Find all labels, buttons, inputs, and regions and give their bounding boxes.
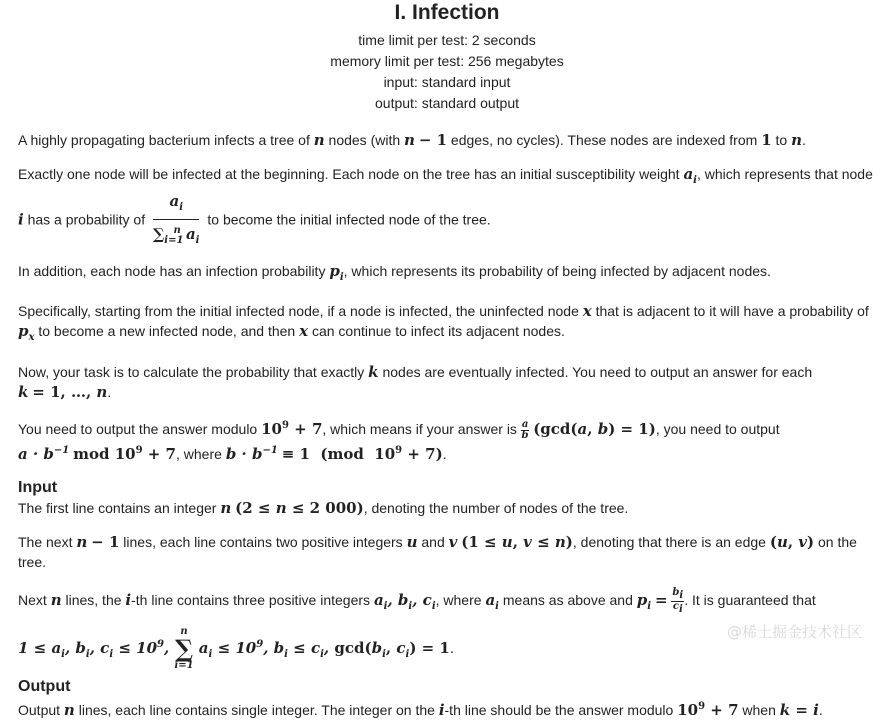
statement-paragraph-3: In addition, each node has an infection probability $p_i$, which represents its probability of being infected by adjacent nodes. [18,262,771,283]
problem-title: I. Infection [394,1,500,24]
input-line-1: The first line contains an integer n (2 ≤ n ≤ 2 000), denoting the number of nodes of the tree. [18,498,629,517]
weight-fraction: $\frac{a_i}{\sum_{i=1}^n a_i}$ [153,192,200,246]
problem-limits [18,30,876,114]
output-file: output: standard output [375,95,519,111]
statement-paragraph-2: Exactly one node will be infected at the beginning. Each node on the tree has an initial susceptibility weight $a_i$, which represents that node i has a probability of $\frac{a_i}{\sum_{i=1}^n a_i}$ to become the initial infected node of the tree. [18,164,876,251]
problem-statement [18,0,876,720]
input-heading: Input [18,478,58,496]
statement-paragraph-1: A highly propagating bacterium infects a tree of n nodes (with n − 1 edges, no cycles). These nodes are indexed from 1 to n. [18,131,806,149]
watermark: @稀土掘金技术社区 [726,623,862,641]
summation: n ∑ i=1 [174,626,194,672]
time-limit: time limit per test: 2 seconds [358,32,536,48]
output-heading: Output [18,678,71,695]
statement-paragraph-4: Specifically, starting from the initial infected node, if a node is infected, the uninfected node x that is adjacent to it will have a probability of $p_x$ to become a new infected node, and then x can continue to infect its adjacent nodes. [18,302,869,343]
input-file: input: standard input [383,74,511,90]
statement-paragraph-6: You need to output the answer modulo $10^9 + 7$, which means if your answer is $\frac{a}{b}$ (gcd(a, b) = 1), you need to output $a \cdot b^{-1}$ mod $10^9 + 7$, where $b \cdot b^{-1} \equiv 1$ (mod $10^9 + 7$). [18,418,780,463]
output-line-1: Output n lines, each line contains single integer. The integer on the i-th line should be the answer modulo $10^9 + 7$ when k = i. [18,701,823,719]
input-line-2: The next n − 1 lines, each line contains two positive integers u and v (1 ≤ u, v ≤ n), denoting that there is an edge (u, v) on the tree. [18,532,857,570]
statement-paragraph-5: Now, your task is to calculate the probability that exactly k nodes are eventually infected. You need to output an answer for each k = 1, …, n. [18,363,813,401]
memory-limit: memory limit per test: 256 megabytes [330,53,564,69]
constraints-formula: $1 \le a_i$, $b_i$, $c_i \le 10^9$, n ∑ i=1 $a_i \le 10^9$, $b_i \le c_i$, $\gcd(b_i$, $c_i) = 1$. [18,626,455,672]
input-line-3: Next n lines, the i-th line contains three positive integers $a_i$, $b_i$, $c_i$, where $a_i$ means as above and $p_i$ = $\frac{b_i}{c_i}$ . It is guaranteed that [18,586,816,615]
